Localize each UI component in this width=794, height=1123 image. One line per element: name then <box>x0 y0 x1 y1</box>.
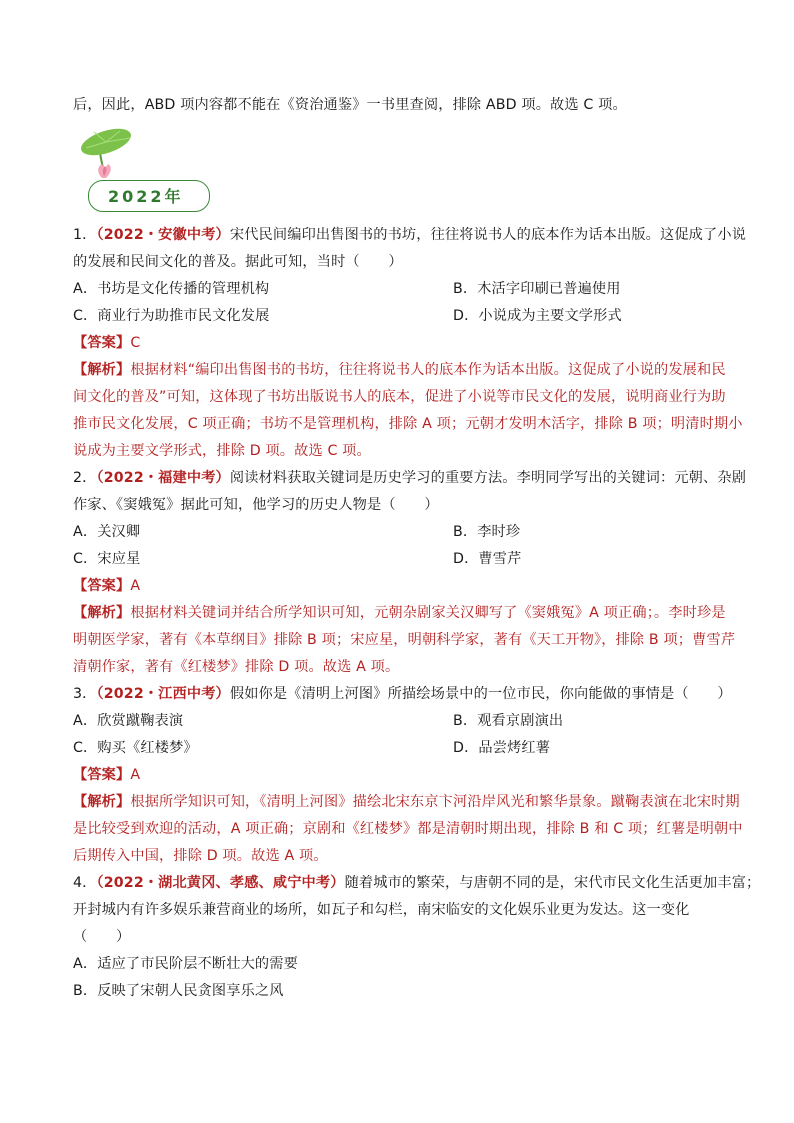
question-4-stem-line-3: （ ） <box>73 929 131 945</box>
option-c[interactable]: C．宋应星 <box>73 551 141 567</box>
question-3-analysis-line-3: 后期传入中国，排除 D 项。故选 A 项。 <box>73 848 328 864</box>
question-1-answer <box>73 334 140 352</box>
question-source: （2022・福建中考） <box>96 470 230 486</box>
question-1-analysis-line-4: 说成为主要文学形式，排除 D 项。故选 C 项。 <box>73 443 371 459</box>
question-source: （2022・湖北黄冈、孝感、咸宁中考） <box>96 875 345 891</box>
question-2-answer <box>73 577 140 595</box>
question-2-options-row-2 <box>73 550 522 568</box>
question-number: 2． <box>73 470 97 486</box>
option-d[interactable]: D．小说成为主要文学形式 <box>453 308 622 324</box>
question-2-analysis-line-2: 明朝医学家，著有《本草纲目》排除 B 项；宋应星，明朝科学家，著有《天工开物》，排除 B 项；曹雪芹 <box>73 632 736 648</box>
option-a[interactable]: A．关汉卿 <box>73 524 141 540</box>
question-text: 阅读材料获取关键词是历史学习的重要方法。李明同学写出的关键词：元朝、杂剧 <box>229 470 747 486</box>
question-1-analysis-line-2: 间文化的普及”可知，这体现了书坊出版说书人的底本，促进了小说等市民文化的发展，说明商业行为助 <box>73 389 726 405</box>
question-number: 1． <box>73 227 97 243</box>
question-text: 随着城市的繁荣，与唐朝不同的是，宋代市民文化生活更加丰富； <box>344 875 761 891</box>
question-1-analysis-line-1 <box>73 361 726 379</box>
answer-value: A <box>130 767 141 783</box>
question-4-stem-line-1 <box>73 874 760 892</box>
analysis-label: 【解析】 <box>73 794 131 810</box>
answer-label: 【答案】 <box>73 335 131 351</box>
question-number: 4． <box>73 875 97 891</box>
option-a[interactable]: A．书坊是文化传播的管理机构 <box>73 281 270 297</box>
question-1-options-row-1 <box>73 280 621 298</box>
question-3-analysis-line-2: 是比较受到欢迎的活动，A 项正确；京剧和《红楼梦》都是清朝时期出现，排除 B 和 C 项；红薯是明朝中 <box>73 821 743 837</box>
question-1-stem-line-1 <box>73 226 746 244</box>
question-2-analysis-line-1 <box>73 604 726 622</box>
option-d[interactable]: D．品尝烤红薯 <box>453 740 551 756</box>
question-3-options-row-2 <box>73 739 551 757</box>
answer-value: C <box>130 335 141 351</box>
question-2-stem-line-1 <box>73 469 746 487</box>
question-3-analysis-line-1 <box>73 793 740 811</box>
analysis-label: 【解析】 <box>73 362 131 378</box>
year-label: 2022年 <box>108 187 184 206</box>
question-2-options-row-1 <box>73 523 521 541</box>
question-number: 3． <box>73 686 97 702</box>
option-c[interactable]: C．商业行为助推市民文化发展 <box>73 308 270 324</box>
question-1-options-row-2 <box>73 307 622 325</box>
question-text: 宋代民间编印出售图书的书坊，往往将说书人的底本作为话本出版。这促成了小说 <box>229 227 747 243</box>
analysis-text: 根据材料关键词并结合所学知识可知，元朝杂剧家关汉卿写了《窦娥冤》A 项正确；。李时珍是 <box>130 605 726 621</box>
question-1-stem-line-2: 的发展和民间文化的普及。据此可知，当时（ ） <box>73 254 403 270</box>
question-2-stem-line-2: 作家、《窦娥冤》据此可知，他学习的历史人物是（ ） <box>73 497 439 513</box>
intro-text: 后，因此，ABD 项内容都不能在《资治通鉴》一书里查阅，排除 ABD 项。故选 C 项。 <box>73 97 627 113</box>
answer-label: 【答案】 <box>73 578 131 594</box>
question-3-options-row-1 <box>73 712 564 730</box>
option-b[interactable]: B．反映了宋朝人民贪图享乐之风 <box>73 983 284 999</box>
question-text: 假如你是《清明上河图》所描绘场景中的一位市民，你向能做的事情是（ ） <box>229 686 732 702</box>
option-b[interactable]: B．观看京剧演出 <box>453 713 564 729</box>
question-3-answer <box>73 766 140 784</box>
option-d[interactable]: D．曹雪芹 <box>453 551 522 567</box>
option-a[interactable]: A．欣赏蹴鞠表演 <box>73 713 184 729</box>
analysis-label: 【解析】 <box>73 605 131 621</box>
answer-label: 【答案】 <box>73 767 131 783</box>
question-4-stem-line-2: 开封城内有许多娱乐兼营商业的场所，如瓦子和勾栏，南宋临安的文化娱乐业更为发达。这一变化 <box>73 902 690 918</box>
question-source: （2022・安徽中考） <box>96 227 230 243</box>
year-section-banner <box>76 128 216 214</box>
question-1-analysis-line-3: 推市民文化发展，C 项正确；书坊不是管理机构，排除 A 项；元朝才发明木活字，排除 B 项；明清时期小 <box>73 416 743 432</box>
option-b[interactable]: B．李时珍 <box>453 524 521 540</box>
question-3-stem-line-1 <box>73 685 732 703</box>
question-source: （2022・江西中考） <box>96 686 230 702</box>
option-b[interactable]: B．木活字印刷已普遍使用 <box>453 281 621 297</box>
question-2-analysis-line-3: 清朝作家，著有《红楼梦》排除 D 项。故选 A 项。 <box>73 659 400 675</box>
analysis-text: 根据材料“编印出售图书的书坊，往往将说书人的底本作为话本出版。这促成了小说的发展和民 <box>130 362 726 378</box>
option-a[interactable]: A．适应了市民阶层不断壮大的需要 <box>73 956 298 972</box>
analysis-text: 根据所学知识可知，《清明上河图》描绘北宋东京卞河沿岸风光和繁华景象。蹴鞠表演在北宋时期 <box>130 794 740 810</box>
answer-value: A <box>130 578 141 594</box>
option-c[interactable]: C．购买《红楼梦》 <box>73 740 198 756</box>
